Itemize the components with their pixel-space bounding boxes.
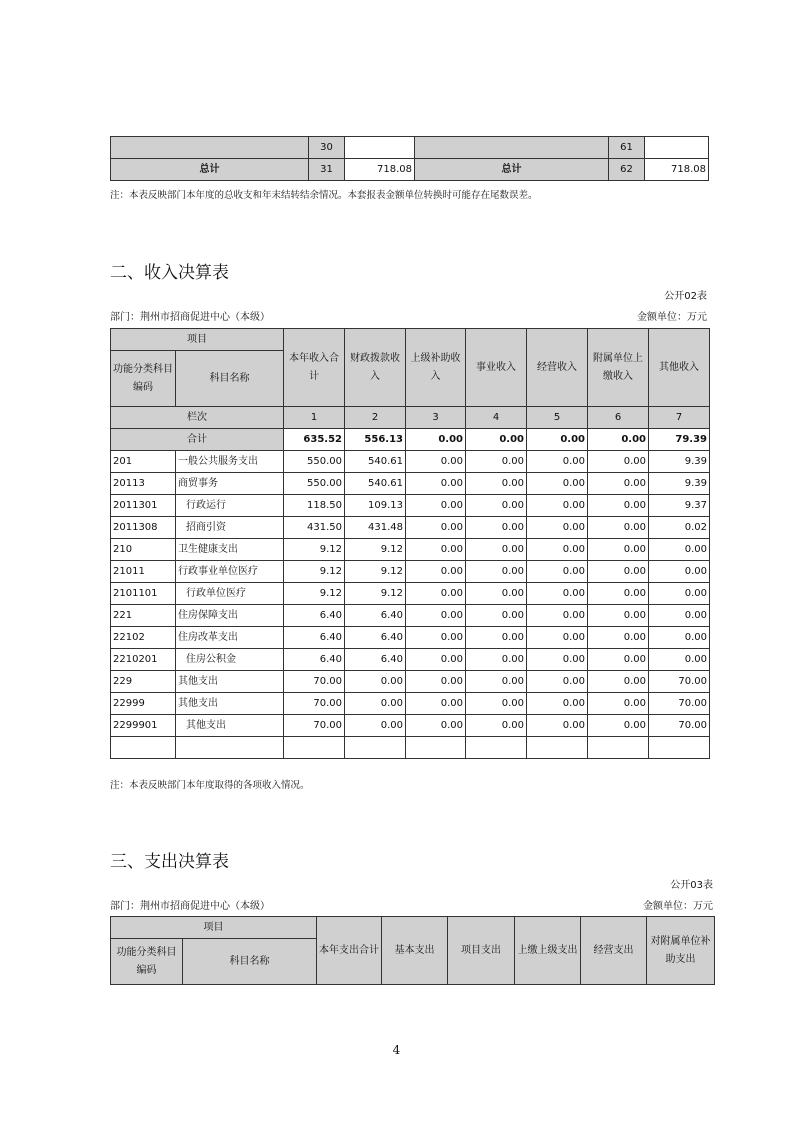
amount-cell: 6.40: [284, 627, 345, 649]
amount-cell: 0.00: [527, 495, 588, 517]
unit-label: 金额单位：万元: [637, 312, 707, 323]
total-value: 718.08: [645, 159, 709, 181]
amount-cell: 0.00: [466, 605, 527, 627]
amount-cell: 0.00: [466, 627, 527, 649]
amount-cell: 6.40: [284, 605, 345, 627]
amount-cell: 0.00: [588, 539, 649, 561]
column-header: 基本支出: [382, 917, 448, 985]
column-number: 3: [406, 407, 466, 429]
amount-cell: 70.00: [649, 671, 710, 693]
table-cell: [415, 137, 609, 159]
total-value: 0.00: [466, 429, 527, 451]
form-number: 公开03表: [670, 880, 713, 891]
amount-cell: 109.13: [345, 495, 406, 517]
table-row: [111, 561, 710, 583]
amount-cell: 0.00: [588, 693, 649, 715]
table-cell: [111, 737, 176, 759]
subject-name: 住房公积金: [176, 649, 284, 671]
subject-name: 商贸事务: [176, 473, 284, 495]
amount-cell: 0.00: [466, 539, 527, 561]
subject-name: 其他支出: [176, 671, 284, 693]
total-value: 718.08: [345, 159, 415, 181]
table-row: [111, 539, 710, 561]
amount-cell: 0.00: [527, 539, 588, 561]
blank-row: [111, 737, 710, 759]
subject-name: 行政运行: [176, 495, 284, 517]
header-row: [111, 329, 710, 351]
amount-cell: 9.12: [284, 561, 345, 583]
amount-cell: 0.00: [466, 693, 527, 715]
form-number: 公开02表: [664, 291, 707, 302]
header-item: 项目: [111, 329, 284, 351]
header-code: 功能分类科目编码: [111, 351, 176, 407]
column-number-label: 栏次: [111, 407, 284, 429]
amount-cell: 0.00: [406, 627, 466, 649]
column-number: 6: [588, 407, 649, 429]
amount-cell: 6.40: [284, 649, 345, 671]
subject-name: 其他支出: [176, 715, 284, 737]
subject-name: 其他支出: [176, 693, 284, 715]
column-header: 本年收入合计: [284, 329, 345, 407]
column-header: 对附属单位补助支出: [647, 917, 715, 985]
column-number: 4: [466, 407, 527, 429]
total-label: 总计: [111, 159, 309, 181]
subject-name: 招商引资: [176, 517, 284, 539]
amount-cell: 0.00: [466, 517, 527, 539]
table-row: [111, 627, 710, 649]
line-number: 61: [609, 137, 645, 159]
income-table: [110, 328, 710, 759]
amount-cell: 0.00: [406, 715, 466, 737]
amount-cell: 0.00: [527, 671, 588, 693]
amount-cell: 0.00: [406, 561, 466, 583]
line-number: 30: [309, 137, 345, 159]
column-header: 附属单位上缴收入: [588, 329, 649, 407]
amount-cell: 118.50: [284, 495, 345, 517]
amount-cell: 9.12: [284, 539, 345, 561]
amount-cell: 0.00: [345, 693, 406, 715]
table-row: [111, 715, 710, 737]
amount-cell: 70.00: [284, 715, 345, 737]
table-cell: [111, 137, 309, 159]
amount-cell: 0.00: [466, 451, 527, 473]
amount-cell: 70.00: [284, 671, 345, 693]
amount-cell: 0.00: [406, 671, 466, 693]
amount-cell: 9.37: [649, 495, 710, 517]
amount-cell: 0.00: [588, 649, 649, 671]
amount-cell: 0.00: [406, 517, 466, 539]
amount-cell: 0.00: [527, 693, 588, 715]
table-row: [111, 451, 710, 473]
amount-cell: 6.40: [345, 605, 406, 627]
table-row: [111, 495, 710, 517]
header-name: 科目名称: [183, 939, 317, 985]
amount-cell: 9.12: [345, 539, 406, 561]
amount-cell: 70.00: [649, 715, 710, 737]
line-number: 62: [609, 159, 645, 181]
amount-cell: 431.50: [284, 517, 345, 539]
amount-cell: 540.61: [345, 473, 406, 495]
table-cell: [649, 737, 710, 759]
amount-cell: 9.39: [649, 473, 710, 495]
table-cell: [588, 737, 649, 759]
subject-code: 2011308: [111, 517, 176, 539]
table-row: [111, 605, 710, 627]
table-cell: [345, 737, 406, 759]
amount-cell: 0.00: [527, 583, 588, 605]
amount-cell: 0.00: [649, 605, 710, 627]
total-value: 0.00: [406, 429, 466, 451]
column-number: 1: [284, 407, 345, 429]
subject-code: 22999: [111, 693, 176, 715]
amount-cell: 0.00: [649, 583, 710, 605]
amount-cell: 0.00: [527, 451, 588, 473]
amount-cell: 0.00: [406, 693, 466, 715]
amount-cell: 0.00: [649, 539, 710, 561]
expense-table: [110, 916, 715, 985]
total-label: 总计: [415, 159, 609, 181]
subject-name: 住房保障支出: [176, 605, 284, 627]
header-code: 功能分类科目编码: [111, 939, 183, 985]
amount-cell: 0.00: [527, 517, 588, 539]
amount-cell: 0.00: [466, 649, 527, 671]
header-name: 科目名称: [176, 351, 284, 407]
amount-cell: 0.00: [527, 627, 588, 649]
subject-code: 21011: [111, 561, 176, 583]
column-header: 财政拨款收入: [345, 329, 406, 407]
subject-code: 2210201: [111, 649, 176, 671]
subject-code: 2011301: [111, 495, 176, 517]
subject-code: 20113: [111, 473, 176, 495]
amount-cell: 0.00: [588, 671, 649, 693]
amount-cell: 0.00: [527, 473, 588, 495]
total-value: 0.00: [527, 429, 588, 451]
column-header: 上级补助收入: [406, 329, 466, 407]
column-header: 本年支出合计: [317, 917, 382, 985]
table-cell: [527, 737, 588, 759]
amount-cell: 0.00: [406, 539, 466, 561]
amount-cell: 0.00: [466, 561, 527, 583]
amount-cell: 0.00: [345, 671, 406, 693]
amount-cell: 6.40: [345, 649, 406, 671]
column-header: 项目支出: [448, 917, 515, 985]
total-value: 79.39: [649, 429, 710, 451]
table-row: [111, 583, 710, 605]
subject-code: 229: [111, 671, 176, 693]
balance-table-tail: [110, 136, 709, 181]
amount-cell: 0.00: [345, 715, 406, 737]
page-number: 4: [392, 1043, 401, 1057]
amount-cell: 0.00: [466, 671, 527, 693]
table-cell: [284, 737, 345, 759]
amount-cell: 70.00: [649, 693, 710, 715]
subject-code: 201: [111, 451, 176, 473]
department-label: 部门：荆州市招商促进中心（本级）: [110, 901, 270, 912]
amount-cell: 0.00: [527, 715, 588, 737]
line-number: 31: [309, 159, 345, 181]
table-note: 注：本表反映部门本年度取得的各项收入情况。: [110, 780, 310, 791]
amount-cell: 70.00: [284, 693, 345, 715]
amount-cell: 0.00: [588, 605, 649, 627]
subject-name: 卫生健康支出: [176, 539, 284, 561]
header-item: 项目: [111, 917, 317, 939]
subject-name: 行政单位医疗: [176, 583, 284, 605]
amount-cell: 0.00: [527, 561, 588, 583]
total-value: 556.13: [345, 429, 406, 451]
amount-cell: 9.12: [345, 561, 406, 583]
amount-cell: 0.00: [406, 473, 466, 495]
amount-cell: 0.02: [649, 517, 710, 539]
column-number-row: [111, 407, 710, 429]
table-cell: [645, 137, 709, 159]
amount-cell: 0.00: [406, 583, 466, 605]
amount-cell: 0.00: [527, 649, 588, 671]
column-header: 事业收入: [466, 329, 527, 407]
subject-code: 2299901: [111, 715, 176, 737]
amount-cell: 0.00: [466, 473, 527, 495]
amount-cell: 550.00: [284, 473, 345, 495]
subject-code: 2101101: [111, 583, 176, 605]
column-header: 经营收入: [527, 329, 588, 407]
amount-cell: 431.48: [345, 517, 406, 539]
amount-cell: 0.00: [466, 715, 527, 737]
amount-cell: 0.00: [406, 649, 466, 671]
table-row: [111, 137, 709, 159]
subject-name: 住房改革支出: [176, 627, 284, 649]
table-cell: [345, 137, 415, 159]
amount-cell: 0.00: [588, 561, 649, 583]
amount-cell: 0.00: [588, 473, 649, 495]
subject-code: 221: [111, 605, 176, 627]
table-note: 注：本表反映部门本年度的总收支和年末结转结余情况。本套报表金额单位转换时可能存在尾数误差。: [110, 190, 538, 201]
amount-cell: 0.00: [527, 605, 588, 627]
column-header: 上缴上级支出: [515, 917, 581, 985]
department-label: 部门：荆州市招商促进中心（本级）: [110, 312, 270, 323]
amount-cell: 550.00: [284, 451, 345, 473]
table-row: [111, 671, 710, 693]
amount-cell: 0.00: [588, 583, 649, 605]
amount-cell: 0.00: [649, 649, 710, 671]
total-value: 0.00: [588, 429, 649, 451]
table-row: [111, 649, 710, 671]
table-row: [111, 517, 710, 539]
subject-name: 行政事业单位医疗: [176, 561, 284, 583]
amount-cell: 0.00: [649, 627, 710, 649]
amount-cell: 0.00: [406, 451, 466, 473]
amount-cell: 0.00: [588, 451, 649, 473]
column-header: 其他收入: [649, 329, 710, 407]
amount-cell: 0.00: [588, 627, 649, 649]
amount-cell: 0.00: [588, 715, 649, 737]
subject-code: 210: [111, 539, 176, 561]
amount-cell: 6.40: [345, 627, 406, 649]
amount-cell: 0.00: [406, 605, 466, 627]
table-cell: [176, 737, 284, 759]
amount-cell: 0.00: [466, 583, 527, 605]
total-row: [111, 429, 710, 451]
table-row: [111, 473, 710, 495]
column-number: 2: [345, 407, 406, 429]
section-title: 二、收入决算表: [110, 263, 229, 283]
amount-cell: 0.00: [588, 517, 649, 539]
total-label: 合计: [111, 429, 284, 451]
column-number: 5: [527, 407, 588, 429]
amount-cell: 0.00: [649, 561, 710, 583]
table-cell: [466, 737, 527, 759]
column-header: 经营支出: [581, 917, 647, 985]
table-row: [111, 693, 710, 715]
amount-cell: 9.39: [649, 451, 710, 473]
section-title: 三、支出决算表: [110, 852, 229, 872]
total-value: 635.52: [284, 429, 345, 451]
amount-cell: 0.00: [466, 495, 527, 517]
subject-name: 一般公共服务支出: [176, 451, 284, 473]
unit-label: 金额单位：万元: [643, 901, 713, 912]
amount-cell: 0.00: [406, 495, 466, 517]
table-row: [111, 159, 709, 181]
table-cell: [406, 737, 466, 759]
amount-cell: 0.00: [588, 495, 649, 517]
amount-cell: 9.12: [345, 583, 406, 605]
header-row: [111, 917, 715, 939]
column-number: 7: [649, 407, 710, 429]
amount-cell: 540.61: [345, 451, 406, 473]
subject-code: 22102: [111, 627, 176, 649]
amount-cell: 9.12: [284, 583, 345, 605]
